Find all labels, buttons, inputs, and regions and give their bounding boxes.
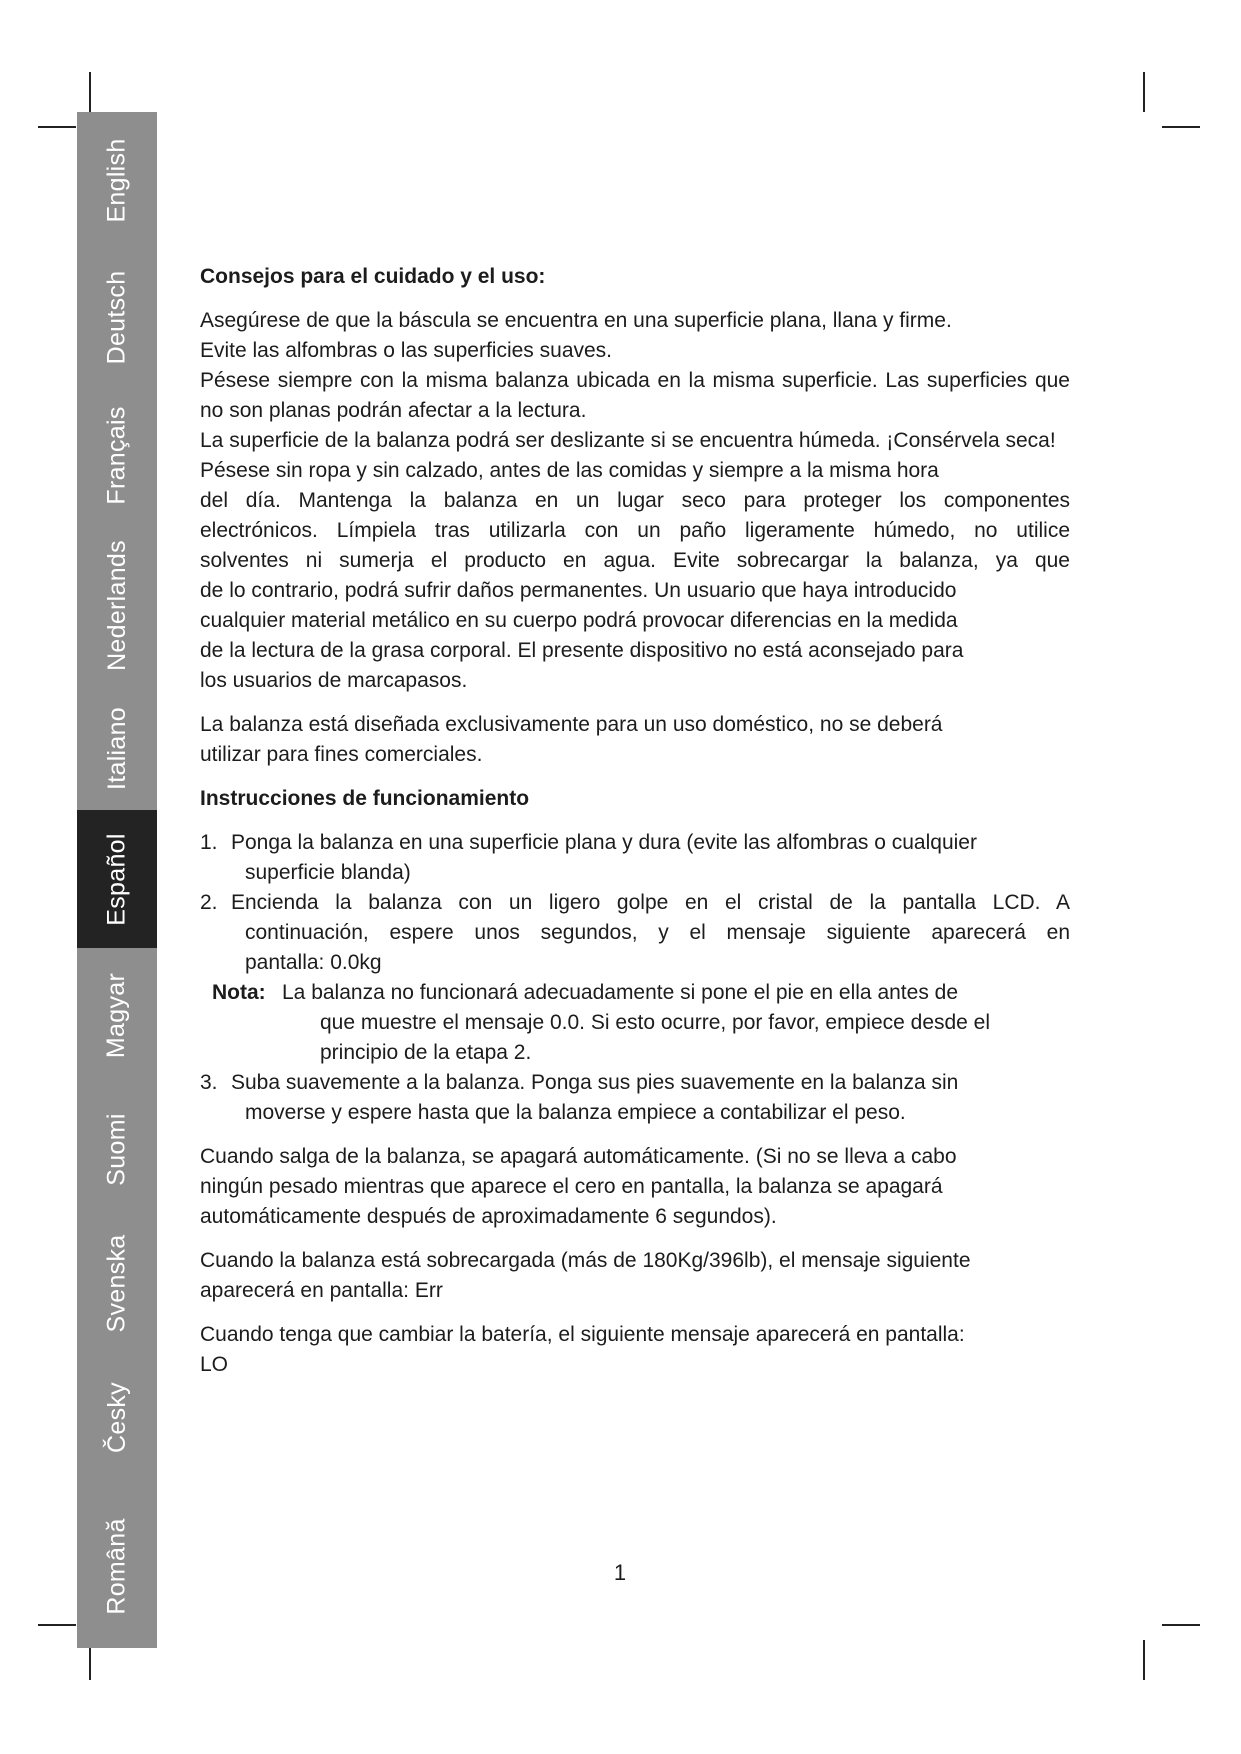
lang-tab-romana[interactable] (77, 1484, 157, 1648)
text-line: Cuando tenga que cambiar la batería, el siguiente mensaje aparecerá en pantalla: (200, 1323, 965, 1346)
crop-mark-bottom-right-vertical (1143, 1640, 1145, 1680)
lang-tab-label: Suomi (102, 1112, 131, 1186)
text-line: cualquier material metálico en su cuerpo podrá provocar diferencias en la medida (200, 609, 958, 632)
instruction-steps (200, 828, 1070, 1128)
text-line: Asegúrese de que la báscula se encuentra en una superficie plana, llana y firme. (200, 309, 952, 332)
text-line: La balanza no funcionará adecuadamente si pone el pie en ella antes de (282, 981, 959, 1004)
text-line: Cuando salga de la balanza, se apagará automáticamente. (Si no se lleva a cabo (200, 1145, 957, 1168)
instructions-heading: Instrucciones de funcionamiento (200, 787, 530, 810)
text-line: de lo contrario, podrá sufrir daños permanentes. Un usuario que haya introducido (200, 579, 957, 602)
text-line: pantalla: 0.0kg (245, 951, 382, 974)
text-line: superficie blanda) (245, 861, 411, 884)
lang-tab-label: Español (102, 832, 131, 926)
care-paragraph-same-scale: Pésese siempre con la misma balanza ubicada en la misma superficie. Las superficies que no son planas podrán afectar a la lectura. (200, 369, 1070, 422)
text-line: los usuarios de marcapasos. (200, 669, 468, 692)
text-line: aparecerá en pantalla: Err (200, 1279, 443, 1302)
page-content (200, 262, 1070, 1394)
text-line: utilizar para fines comerciales. (200, 743, 483, 766)
lang-tab-label: Français (102, 405, 131, 505)
text-line: principio de la etapa 2. (320, 1041, 532, 1064)
care-paragraph-slippery: La superficie de la balanza podrá ser deslizante si se encuentra húmeda. ¡Consérvela seca! (200, 429, 1056, 452)
text-line: continuación, espere unos segundos, y el mensaje siguiente aparecerá en (245, 921, 1070, 944)
text-line: Encienda la balanza con un ligero golpe en el cristal de la pantalla LCD. A (231, 891, 1070, 914)
step-number: 1. (200, 831, 218, 854)
text-line: del día. Mantenga la balanza en un lugar seco para proteger los componentes (200, 489, 1070, 512)
text-line: automáticamente después de aproximadamente 6 segundos). (200, 1205, 777, 1228)
lang-tab-svenska[interactable] (77, 1216, 157, 1350)
page-number: 1 (613, 1560, 627, 1585)
lang-tab-francais[interactable] (77, 386, 157, 524)
crop-mark-top-left-horizontal (38, 126, 76, 128)
step-number: 2. (200, 891, 218, 914)
note-label: Nota: (212, 981, 266, 1004)
battery-paragraph (200, 1320, 1070, 1380)
care-paragraph-surface (200, 306, 1070, 366)
text-line: moverse y espere hasta que la balanza empiece a contabilizar el peso. (245, 1101, 906, 1124)
lang-tab-cesky[interactable] (77, 1350, 157, 1484)
auto-off-paragraph (200, 1142, 1070, 1232)
step-3 (200, 1068, 1070, 1128)
text-line: solventes ni sumerja el producto en agua. Evite sobrecargar la balanza, ya que (200, 549, 1070, 572)
step-1 (200, 828, 1070, 888)
lang-tab-deutsch[interactable] (77, 248, 157, 386)
text-line: LO (200, 1353, 229, 1376)
text-line: que muestre el mensaje 0.0. Si esto ocurre, por favor, empiece desde el (320, 1011, 991, 1034)
lang-tab-english[interactable] (77, 112, 157, 248)
lang-tab-label: Česky (102, 1381, 131, 1453)
lang-tab-label: Nederlands (102, 539, 131, 671)
text-line: Pésese sin ropa y sin calzado, antes de las comidas y siempre a la misma hora (200, 459, 939, 482)
overload-paragraph (200, 1246, 1070, 1306)
text-line: Evite las alfombras o las superficies suaves. (200, 339, 613, 362)
care-heading: Consejos para el cuidado y el uso: (200, 265, 546, 288)
text-line: electrónicos. Límpiela tras utilizarla con un paño ligeramente húmedo, no utilice (200, 519, 1070, 542)
text-line: de la lectura de la grasa corporal. El presente dispositivo no está aconsejado para (200, 639, 964, 662)
crop-mark-top-right-horizontal (1162, 126, 1200, 128)
crop-mark-bottom-right-horizontal (1162, 1624, 1200, 1626)
text-line: Cuando la balanza está sobrecargada (más de 180Kg/396lb), el mensaje siguiente (200, 1249, 971, 1272)
text-line: Suba suavemente a la balanza. Ponga sus pies suavemente en la balanza sin (231, 1071, 959, 1094)
text-line: La balanza está diseñada exclusivamente para un uso doméstico, no se deberá (200, 713, 943, 736)
text-line: Ponga la balanza en una superficie plana y dura (evite las alfombras o cualquier (231, 831, 977, 854)
crop-mark-top-right-vertical (1143, 72, 1145, 112)
lang-tab-nederlands[interactable] (77, 524, 157, 686)
lang-tab-label: Svenska (102, 1234, 131, 1332)
domestic-use-paragraph (200, 710, 1070, 770)
step-2-note (212, 978, 1070, 1068)
text-line: ningún pesado mientras que aparece el cero en pantalla, la balanza se apagará (200, 1175, 943, 1198)
step-2 (200, 888, 1070, 978)
lang-tab-label: Italiano (102, 706, 131, 790)
lang-tab-label: English (102, 137, 131, 223)
lang-tab-label: Română (102, 1517, 131, 1615)
crop-mark-bottom-left-horizontal (38, 1624, 76, 1626)
step-number: 3. (200, 1071, 218, 1094)
language-tab-sidebar (77, 112, 157, 1648)
lang-tab-espanol[interactable] (77, 810, 157, 948)
lang-tab-label: Magyar (102, 972, 131, 1058)
lang-tab-magyar[interactable] (77, 948, 157, 1082)
crop-mark-top-left-vertical (89, 72, 91, 112)
lang-tab-italiano[interactable] (77, 686, 157, 810)
lang-tab-label: Deutsch (102, 270, 131, 364)
lang-tab-suomi[interactable] (77, 1082, 157, 1216)
care-paragraph-weighing (200, 456, 1070, 696)
